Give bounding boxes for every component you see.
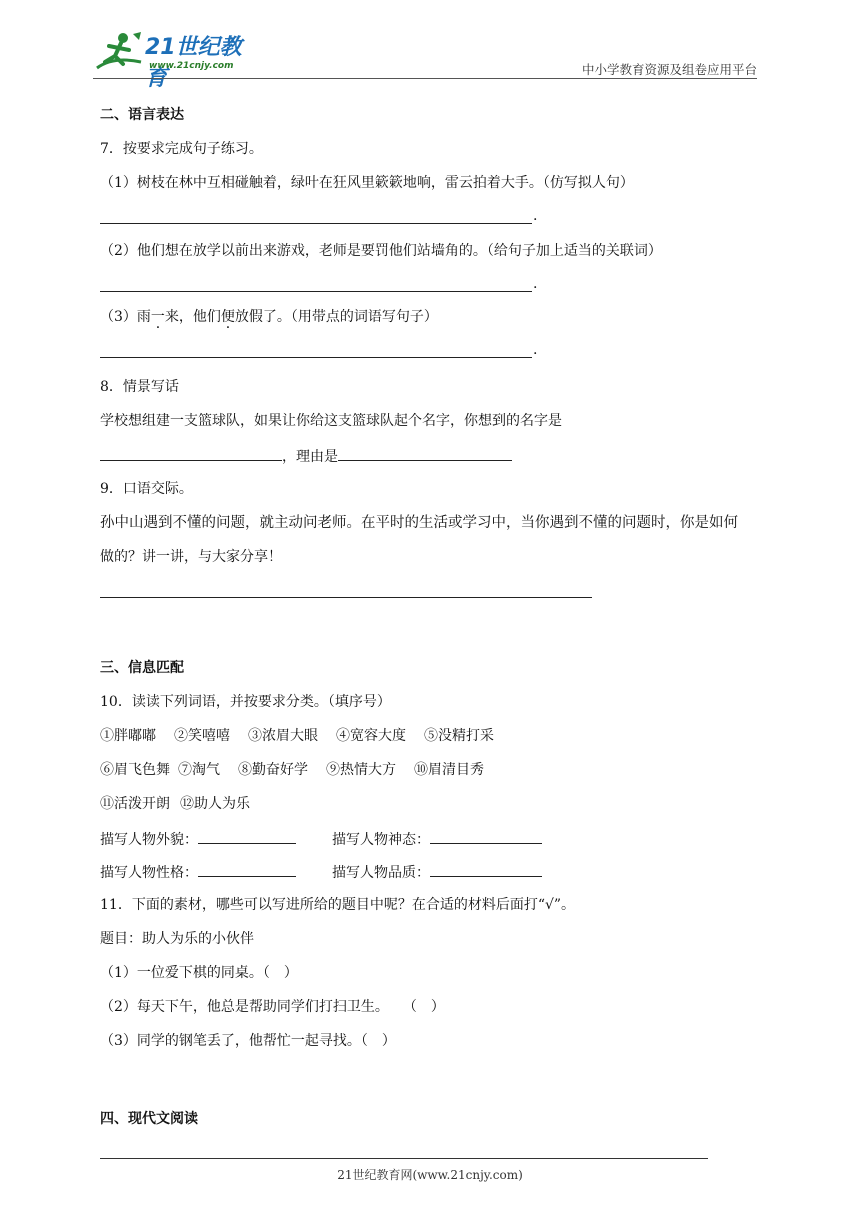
word-item: ②笑嘻嘻 [174, 728, 230, 744]
word-item: ⑪活泼开朗 [100, 796, 170, 812]
word-item: ⑨热情大方 [326, 762, 396, 778]
q11-item-2: （2）每天下午，他总是帮助同学们打扫卫生。 （ ） [100, 999, 445, 1015]
q10-category-row-2 [100, 862, 542, 882]
page-footer: 21世纪教育网(www.21cnjy.com) [337, 1168, 523, 1182]
q7-answer-line-3[interactable] [100, 357, 532, 358]
q7-part3-a: （3）雨 [100, 309, 151, 325]
q8-text: 学校想组建一支篮球队，如果让你给这支篮球队起个名字，你想到的名字是 [100, 413, 562, 429]
word-item: ⑫助人为乐 [180, 796, 250, 812]
q9-text-line2: 做的？讲一讲，与大家分享！ [100, 549, 282, 565]
q9-text-line1: 孙中山遇到不懂的问题，就主动问老师。在平时的生活或学习中，当你遇到不懂的问题时，你是如何 [100, 515, 738, 531]
q10-title: 10．读读下列词语，并按要求分类。（填序号） [100, 694, 391, 710]
q7-part1: （1）树枝在林中互相碰触着，绿叶在狂风里簌簌地响，雷云拍着大手。（仿写拟人句） [100, 175, 634, 191]
header-platform-name: 中小学教育资源及组卷应用平台 [581, 62, 757, 77]
word-item: ⑥眉飞色舞 [100, 762, 170, 778]
q7-part3-b: 来，他们 [164, 309, 221, 325]
line-end-mark: . [533, 342, 538, 358]
word-item: ③浓眉大眼 [248, 728, 318, 744]
q11-item-1: （1）一位爱下棋的同桌。（ ） [100, 965, 298, 981]
line-end-mark: . [533, 276, 538, 292]
category-blank[interactable] [430, 829, 542, 844]
section-3-title: 三、信息匹配 [100, 660, 184, 676]
category-blank[interactable] [198, 829, 296, 844]
category-label: 描写人物品质： [332, 865, 430, 881]
q8-answer-row [100, 446, 512, 466]
q8-reason-blank[interactable] [338, 446, 512, 461]
category-label: 描写人物神态： [332, 832, 430, 848]
q10-word-row-2 [100, 761, 484, 779]
word-item: ⑩眉清目秀 [414, 762, 484, 778]
line-end-mark: . [533, 208, 538, 224]
logo-url: www.21cnjy.com [149, 61, 234, 71]
q11-item-3: （3）同学的钢笔丢了，他帮忙一起寻找。（ ） [100, 1033, 396, 1049]
logo-text: 21世纪教育 [145, 35, 242, 91]
q7-title: 7．按要求完成句子练习。 [100, 141, 263, 157]
runner-logo-icon [93, 28, 145, 80]
q10-word-row-1 [100, 727, 494, 745]
q8-name-blank[interactable] [100, 446, 282, 461]
page-header [93, 28, 757, 91]
word-item: ④宽容大度 [336, 728, 406, 744]
q8-title: 8．情景写话 [100, 379, 179, 395]
q7-part3-c: 放假了。（用带点的词语写句子） [234, 309, 438, 325]
emphasis-word-2: 便 [220, 309, 235, 325]
category-blank[interactable] [430, 862, 542, 877]
q9-answer-line[interactable] [100, 597, 592, 598]
q7-answer-line-2[interactable] [100, 291, 532, 292]
q8-reason-label: ，理由是 [282, 449, 338, 465]
q10-word-row-3 [100, 795, 250, 813]
q7-part2: （2）他们想在放学以前出来游戏，老师是要罚他们站墙角的。（给句子加上适当的关联词） [100, 243, 662, 259]
q11-topic: 题目：助人为乐的小伙伴 [100, 931, 254, 947]
word-item: ⑤没精打采 [424, 728, 494, 744]
logo [93, 28, 263, 91]
footer-divider [100, 1158, 708, 1159]
header-divider [93, 78, 757, 79]
category-blank[interactable] [198, 862, 296, 877]
word-item: ⑦淘气 [178, 762, 220, 778]
emphasis-word-1: 一 [150, 309, 165, 325]
q10-category-row-1 [100, 829, 542, 849]
word-item: ①胖嘟嘟 [100, 728, 156, 744]
category-label: 描写人物性格： [100, 865, 198, 881]
q11-title: 11．下面的素材，哪些可以写进所给的题目中呢？在合适的材料后面打“√”。 [100, 897, 576, 913]
q9-title: 9．口语交际。 [100, 481, 193, 497]
word-item: ⑧勤奋好学 [238, 762, 308, 778]
section-2-title: 二、语言表达 [100, 107, 184, 123]
category-label: 描写人物外貌： [100, 832, 198, 848]
q7-answer-line-1[interactable] [100, 223, 532, 224]
q7-part3 [100, 308, 438, 326]
section-4-title: 四、现代文阅读 [100, 1111, 198, 1127]
